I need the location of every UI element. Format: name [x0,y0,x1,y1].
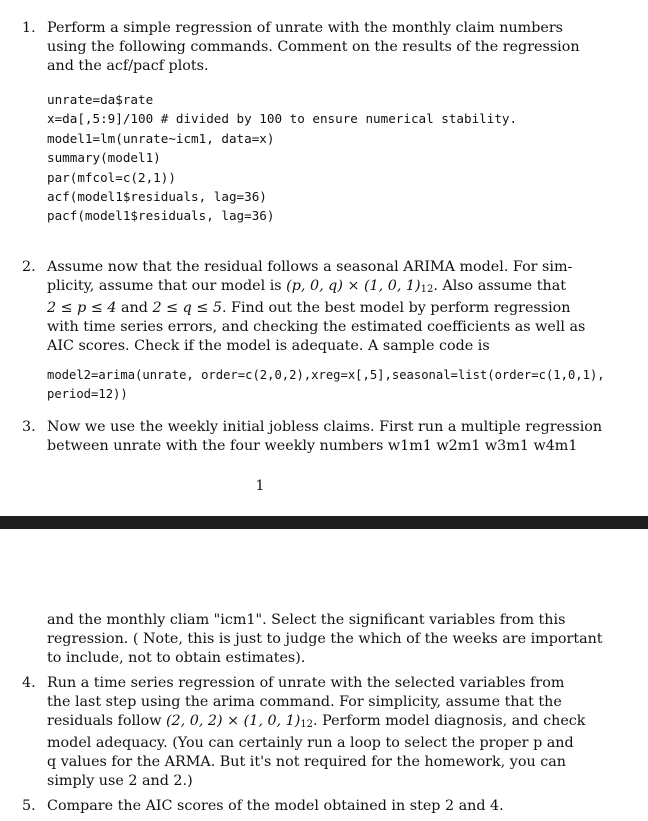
question-text [47,418,603,456]
code-line: par(mfcol=c(2,1)) [47,169,176,185]
text-line: q values for the ARMA. But it's not required for the homework, you can [47,754,566,770]
question-text [47,258,586,356]
text-line: model adequacy. (You can certainly run a loop to select the proper p and [47,735,574,751]
question-text [47,611,603,668]
code-line: acf(model1$residuals, lag=36) [47,189,267,205]
text-line: Perform a simple regression of unrate with the monthly claim numbers [47,20,564,36]
page-2 [0,529,648,821]
code-line: model1=lm(unrate~icm1, data=x) [47,130,275,146]
text-segment: plicity, assume that our model is [47,278,287,294]
question-number: 5. [22,798,36,814]
math-subscript: 12 [420,284,434,295]
text-line: with time series errors, and checking the estimated coefficients as well as [47,319,586,335]
text-line: using the following commands. Comment on the results of the regression [47,39,580,55]
question-text [47,19,580,76]
page-number: 1 [255,478,265,494]
question-text [47,674,586,791]
text-line: Compare the AIC scores of the model obtained in step 2 and 4. [47,798,504,814]
math-subscript: 12 [300,719,314,730]
text-line: and the acf/pacf plots. [47,58,209,74]
text-segment: residuals follow [47,713,166,729]
text-line: to include, not to obtain estimates). [47,650,306,666]
text-segment: . Find out the best model by perform regression [221,300,571,316]
math-expression: (2, 0, 2) × (1, 0, 1) [165,713,301,729]
math-expression: (p, 0, q) × (1, 0, 1) [286,278,421,294]
text-segment: . Perform model diagnosis, and check [313,713,586,729]
code-line: summary(model1) [47,150,161,166]
code-line: x=da[,5:9]/100 # divided by 100 to ensure numerical stability. [47,111,518,127]
text-line [47,712,586,734]
code-block-1 [47,90,517,226]
question-text [47,797,555,816]
text-line [47,277,567,299]
page-separator [0,516,648,529]
text-line: simply use 2 and 2.) [47,773,193,789]
text-segment: . Also assume that [433,278,567,294]
text-line: between unrate with the four weekly numbers w1m1 w2m1 w3m1 w4m1 [47,438,578,454]
text-segment: and [116,300,153,316]
code-block-2 [47,366,605,405]
math-expression: 2 ≤ q ≤ 5 [152,300,222,316]
text-line: Now we use the weekly initial jobless claims. First run a multiple regression [47,419,603,435]
question-number: 2. [22,259,36,275]
code-line: period=12)) [47,387,128,402]
code-line: model2=arima(unrate, order=c(2,0,2),xreg=x[,5],seasonal=list(order=c(1,0,1), [47,368,605,382]
text-line: Assume now that the residual follows a seasonal ARIMA model. For sim- [47,259,573,275]
question-number: 3. [22,419,36,435]
text-line: AIC scores. Check if the model is adequate. A sample code is [47,338,490,354]
code-line: pacf(model1$residuals, lag=36) [47,208,275,224]
text-line: and the monthly cliam "icm1". Select the significant variables from this [47,612,566,628]
code-line: unrate=da$rate [47,92,154,107]
question-number: 4. [22,675,36,691]
text-line: Run a time series regression of unrate with the selected variables from [47,675,565,691]
text-line: the last step using the arima command. For simplicity, assume that the [47,694,562,710]
math-expression: 2 ≤ p ≤ 4 [47,300,117,316]
text-line: regression. ( Note, this is just to judge the which of the weeks are important [47,631,603,647]
question-number: 1. [22,20,36,36]
text-line [47,299,571,318]
